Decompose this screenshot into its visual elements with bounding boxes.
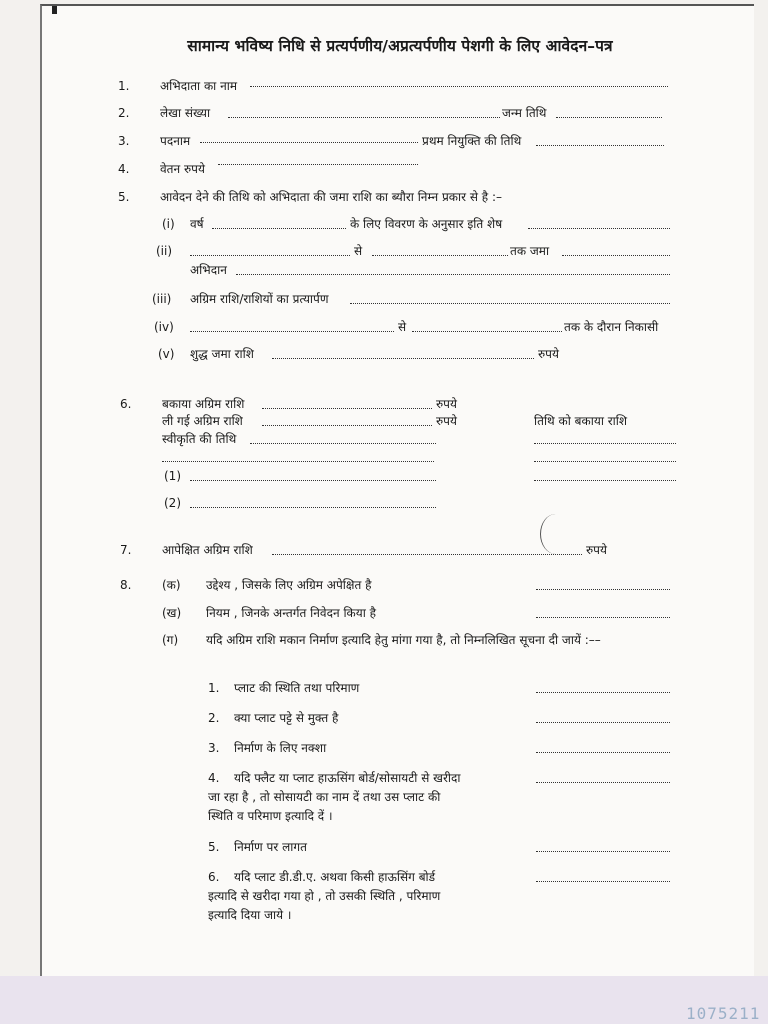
- item-6-taken-label: ली गई अग्रिम राशि: [162, 414, 243, 428]
- item-5-iv-marker: (iv): [154, 320, 174, 334]
- salary-field[interactable]: [218, 164, 418, 165]
- to-date-field[interactable]: [372, 255, 508, 256]
- item-2-label: लेखा संख्या: [160, 106, 211, 120]
- list-4-line-1: यदि फ्लैट या प्लाट हाऊसिंग बोर्ड/सोसायटी से खरीदा: [234, 771, 461, 785]
- item-8-ka-marker: (क): [162, 578, 181, 592]
- list-2-number: 2.: [208, 711, 220, 725]
- item-8-ga-marker: (ग): [162, 633, 179, 647]
- list-3-number: 3.: [208, 741, 220, 755]
- item-5-v-marker: (v): [158, 347, 175, 361]
- outstanding-on-date-field-1[interactable]: [534, 443, 676, 444]
- item-2-dob-label: जन्म तिथि: [502, 106, 547, 120]
- item-6-blank-line[interactable]: [162, 461, 434, 462]
- item-5-ii-to-label: तक जमा: [510, 244, 550, 258]
- item-5-i-marker: (i): [162, 217, 175, 231]
- serial-number: 1075211: [686, 1004, 761, 1023]
- item-7-rupees: रुपये: [586, 543, 607, 557]
- item-5-label: आवेदन देने की तिथि को अभिदाता की जमा राशि का ब्यौरा निम्न प्रकार से है :–: [160, 190, 503, 204]
- item-4-label: वेतन रुपये: [160, 162, 205, 176]
- pen-mark: [540, 514, 571, 554]
- net-deposit-field[interactable]: [272, 358, 534, 359]
- item-8-ga-label: यदि अग्रिम राशि मकान निर्माण इत्यादि हेतु मांगा गया है, तो निम्नलिखित सूचना दी जायें :––: [206, 633, 601, 647]
- refund-field[interactable]: [350, 303, 670, 304]
- item-5-ii-from-label: से: [354, 244, 363, 258]
- list-4-line-2: जा रहा है , तो सोसायटी का नाम दें तथा उस प्लाट की: [208, 790, 441, 804]
- outstanding-on-date-field-2[interactable]: [534, 461, 676, 462]
- withdrawal-to-field[interactable]: [412, 331, 562, 332]
- sanction-date-field[interactable]: [250, 443, 436, 444]
- society-details-field[interactable]: [536, 782, 670, 783]
- item-5-iii-marker: (iii): [152, 292, 172, 306]
- item-3-number: 3.: [118, 134, 130, 148]
- plot-location-field[interactable]: [536, 692, 670, 693]
- closing-balance-field[interactable]: [528, 228, 670, 229]
- rules-field[interactable]: [536, 617, 670, 618]
- list-5-line-1: निर्माण पर लागत: [234, 840, 307, 854]
- list-5-number: 5.: [208, 840, 220, 854]
- dda-plot-field[interactable]: [536, 881, 670, 882]
- expected-advance-field[interactable]: [272, 554, 582, 555]
- purpose-field[interactable]: [536, 589, 670, 590]
- account-number-field[interactable]: [228, 117, 500, 118]
- item-8-kha-marker: (ख): [162, 606, 182, 620]
- list-6-line-1: यदि प्लाट डी.डी.ए. अथवा किसी हाऊसिंग बोर्ड: [234, 870, 436, 884]
- from-date-field[interactable]: [190, 255, 350, 256]
- item-6-column-heading: तिथि को बकाया राशि: [534, 414, 628, 428]
- list-1-line-1: प्लाट की स्थिति तथा परिमाण: [234, 681, 360, 695]
- item-6-sub-2-field[interactable]: [190, 507, 436, 508]
- item-6-sub-1: (1): [164, 469, 181, 483]
- year-field[interactable]: [212, 228, 346, 229]
- list-4-line-3: स्थिति व परिमाण इत्यादि दें ।: [208, 809, 333, 823]
- item-7-label: आपेक्षित अग्रिम राशि: [162, 543, 253, 557]
- item-5-iii-label: अग्रिम राशि/राशियों का प्रत्यार्पण: [190, 292, 329, 306]
- item-8-ka-label: उद्देश्य , जिसके लिए अग्रिम अपेक्षित है: [206, 578, 372, 592]
- item-5-ii-marker: (ii): [156, 244, 173, 258]
- item-3-appointment-label: प्रथम नियुक्ति की तिथि: [422, 134, 522, 148]
- item-8-number: 8.: [120, 578, 132, 592]
- item-4-number: 4.: [118, 162, 130, 176]
- item-5-ii-subscription-label: अभिदान: [190, 263, 227, 277]
- item-6-rupees-2: रुपये: [436, 414, 457, 428]
- item-6-sub-1-field[interactable]: [190, 480, 436, 481]
- item-6-rupees: रुपये: [436, 397, 457, 411]
- list-6-line-3: इत्यादि दिया जाये ।: [208, 908, 292, 922]
- subscriber-name-field[interactable]: [250, 86, 668, 87]
- form-sheet: [40, 4, 754, 978]
- outstanding-advance-field[interactable]: [262, 408, 432, 409]
- item-1-number: 1.: [118, 79, 130, 93]
- list-6-line-2: इत्यादि से खरीदा गया हो , तो उसकी स्थिति , परिमाण: [208, 889, 441, 903]
- item-6-sub-2: (2): [164, 496, 181, 510]
- date-of-birth-field[interactable]: [556, 117, 662, 118]
- item-8-kha-label: नियम , जिनके अन्तर्गत निवेदन किया है: [206, 606, 377, 620]
- corner-mark: [52, 6, 57, 14]
- item-5-i-year-label: वर्ष: [190, 217, 204, 231]
- item-6-sanction-label: स्वीकृति की तिथि: [162, 432, 237, 446]
- deposit-field[interactable]: [562, 255, 670, 256]
- list-3-line-1: निर्माण के लिए नक्शा: [234, 741, 327, 755]
- subscription-field[interactable]: [236, 274, 670, 275]
- item-5-i-balance-label: के लिए विवरण के अनुसार इति शेष: [350, 217, 503, 231]
- list-4-number: 4.: [208, 771, 220, 785]
- item-2-number: 2.: [118, 106, 130, 120]
- item-5-v-label: शुद्ध जमा राशि: [190, 347, 254, 361]
- construction-map-field[interactable]: [536, 752, 670, 753]
- item-5-iv-from-label: से: [398, 320, 407, 334]
- item-5-v-rupees: रुपये: [538, 347, 559, 361]
- item-5-iv-withdrawal-label: तक के दौरान निकासी: [564, 320, 659, 334]
- item-7-number: 7.: [120, 543, 132, 557]
- appointment-date-field[interactable]: [536, 145, 664, 146]
- item-1-label: अभिदाता का नाम: [160, 79, 238, 93]
- designation-field[interactable]: [200, 142, 418, 143]
- advance-taken-field[interactable]: [262, 425, 432, 426]
- form-title: सामान्य भविष्य निधि से प्रत्यर्पणीय/अप्रत्यर्पणीय पेशगी के लिए आवेदन–पत्र: [187, 37, 613, 55]
- item-6-outstanding-label: बकाया अग्रिम राशि: [162, 397, 245, 411]
- item-5-number: 5.: [118, 190, 130, 204]
- list-6-number: 6.: [208, 870, 220, 884]
- list-1-number: 1.: [208, 681, 220, 695]
- scan-bottom-band: [0, 976, 768, 1024]
- item-6-number: 6.: [120, 397, 132, 411]
- withdrawal-from-field[interactable]: [190, 331, 394, 332]
- construction-cost-field[interactable]: [536, 851, 670, 852]
- list-2-line-1: क्या प्लाट पट्टे से मुक्त है: [234, 711, 339, 725]
- outstanding-on-date-field-3[interactable]: [534, 480, 676, 481]
- item-3-label: पदनाम: [160, 134, 191, 148]
- lease-free-field[interactable]: [536, 722, 670, 723]
